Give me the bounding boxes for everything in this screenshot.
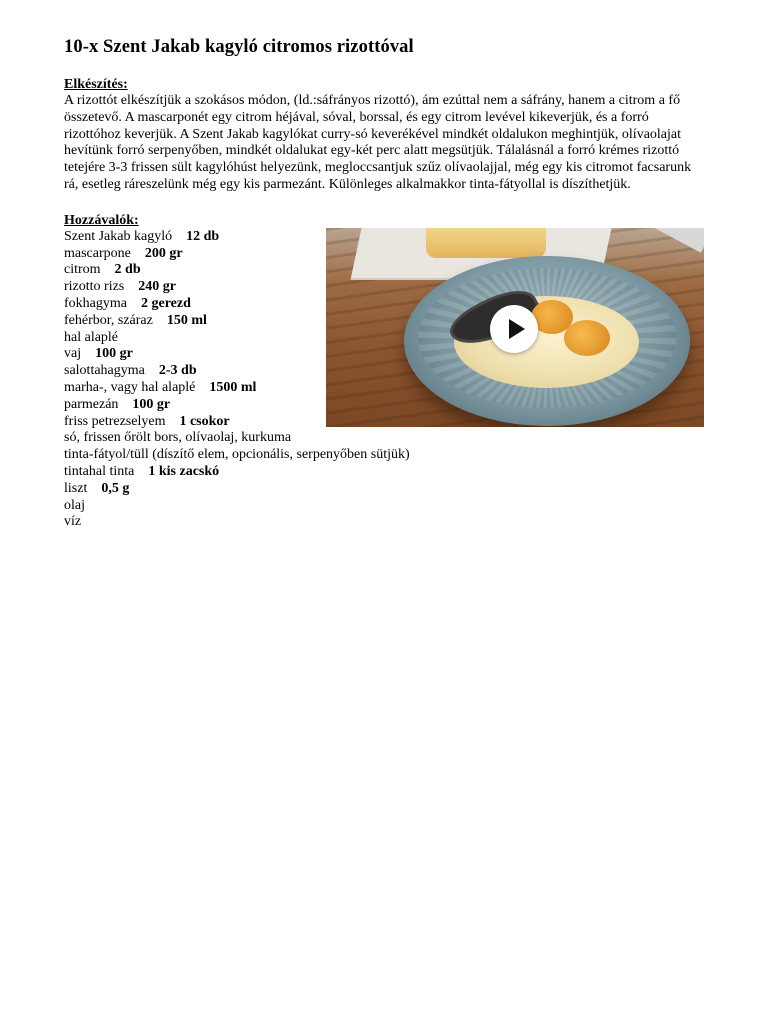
ingredient-name: liszt: [64, 480, 88, 496]
ingredient-row: [64, 498, 724, 515]
ingredient-name: tintahal tinta: [64, 463, 135, 479]
ingredient-quantity: 2 gerezd: [140, 295, 191, 311]
ingredient-name: mascarpone: [64, 245, 131, 261]
ingredient-name: citrom: [64, 262, 101, 278]
play-icon: [509, 319, 525, 339]
ingredient-name: friss petrezselyem: [64, 413, 166, 429]
play-button[interactable]: [490, 305, 538, 353]
ingredient-name: vaj: [64, 346, 82, 362]
ingredient-quantity: 240 gr: [138, 279, 176, 295]
ingredients-heading: Hozzávalók:: [64, 212, 139, 228]
ingredient-quantity: 150 ml: [166, 312, 207, 328]
ingredient-quantity: 1 csokor: [179, 413, 230, 429]
ingredient-quantity: 100 gr: [95, 346, 133, 362]
ingredient-name: víz: [64, 514, 82, 530]
ingredient-row: [64, 430, 724, 447]
ingredient-name: só, frissen őrölt bors, olívaolaj, kurkuma: [64, 430, 292, 446]
ingredient-name: tinta-fátyol/tüll (díszítő elem, opcionális, serpenyőben sütjük): [64, 447, 410, 463]
cheese-block: [426, 228, 546, 258]
video-thumbnail[interactable]: [326, 228, 704, 427]
ingredient-name: marha-, vagy hal alaplé: [64, 379, 196, 395]
ingredient-quantity: 2 db: [114, 262, 141, 278]
ingredient-name: parmezán: [64, 396, 119, 412]
preparation-heading: Elkészítés:: [64, 77, 128, 92]
ingredient-quantity: 0,5 g: [101, 480, 130, 496]
ingredient-name: Szent Jakab kagyló: [64, 228, 173, 244]
ingredient-quantity: 1 kis zacskó: [148, 463, 220, 479]
page-title: 10-x Szent Jakab kagyló citromos rizottóval: [64, 37, 414, 57]
ingredient-row: [64, 447, 724, 464]
ingredient-quantity: 100 gr: [132, 396, 171, 412]
ingredient-name: olaj: [64, 497, 85, 513]
ingredient-name: rizotto rizs: [64, 279, 125, 295]
ingredient-row: [64, 464, 724, 481]
scallop: [564, 320, 610, 356]
ingredient-name: salottahagyma: [64, 363, 145, 379]
ingredient-quantity: 2-3 db: [158, 363, 197, 379]
ingredient-name: hal alaplé: [64, 329, 119, 345]
ingredient-name: fokhagyma: [64, 295, 127, 311]
ingredient-row: [64, 514, 724, 531]
ingredient-row: [64, 481, 724, 498]
ingredient-quantity: 12 db: [186, 228, 220, 244]
ingredient-name: fehérbor, száraz: [64, 312, 153, 328]
ingredient-quantity: 200 gr: [144, 245, 183, 261]
ingredient-quantity: 1500 ml: [209, 379, 257, 395]
preparation-text: A rizottót elkészítjük a szokásos módon, (ld.:sáfrányos rizottó), ám ezúttal nem a sáfrány, hanem a citrom a fő összetevő. A mascarponét egy citrom héjával, sóval, borssal, és egy citrom levével kikeverjük, és a forró rizottóhoz keverjük. A Szent Jakab kagylókat curry-só keverékével mindkét oldalukon meghintjük, olívaolajat hevítünk forró serpenyőben, mindkét oldalukat egy-két perc alatt megsütjük. Tálalásnál a forró krémes rizottó tetejére 3-3 frissen sült kagylóhúst helyezünk, megloccsantjuk szűz olívaolajjal, még egy kis citromot facsarunk rá, esetleg ráreszelünk még egy kis parmezánt. Különleges alkalmakkor tinta-fátyollal is díszíthetjük.: [64, 93, 692, 192]
